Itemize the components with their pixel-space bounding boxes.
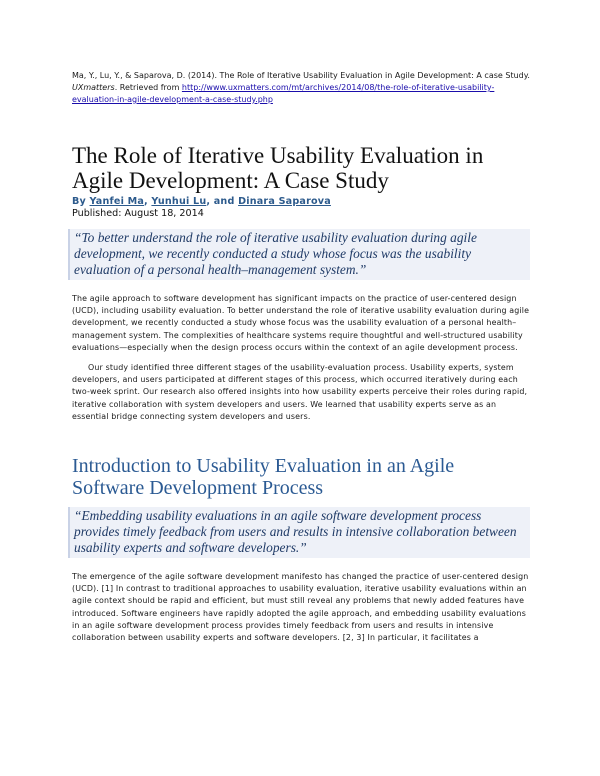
byline-separator: , and xyxy=(206,196,239,207)
citation-text: Ma, Y., Lu, Y., & Saparova, D. (2014). The Role of Iterative Usability Evaluation in Agile Development: A case Study. xyxy=(72,71,530,80)
citation xyxy=(72,70,530,106)
body-paragraph: Our study identified three different stages of the usability-evaluation process. Usability experts, system developers, and users participated at different stages of this process, which occurred iteratively during each two-week sprint. Our research also offered insights into how usability experts perceive their roles during rapid, iterative collaboration with system developers and users. We learned that usability experts serve as an essential bridge connecting system developers and users. xyxy=(72,363,528,421)
citation-retrieved: . Retrieved from xyxy=(114,83,182,92)
body-paragraph: The agile approach to software development has significant impacts on the practice of user-centered design (UCD), including usability evaluation. To better understand the role of iterative usability evaluation during agile development, we recently conducted a study whose focus was the usability evaluation of a personal health–management system. The complexities of healthcare systems require thoughtful and well-structured usability evaluations—especially when the design process occurs within the context of an agile development process. xyxy=(72,294,530,352)
author-link-yunhui-lu[interactable]: Yunhui Lu xyxy=(151,196,207,207)
byline-separator: , xyxy=(144,196,152,207)
section-heading: Introduction to Usability Evaluation in an Agile Software Development Process xyxy=(72,455,455,500)
article-title: The Role of Iterative Usability Evaluation in Agile Development: A Case Study xyxy=(72,143,484,193)
document-page xyxy=(72,70,530,644)
pull-quote: “Embedding usability evaluations in an agile software development process provides timely feedback from users and results in intensive collaboration between usability experts and software developers.” xyxy=(68,507,530,558)
published-date: Published: August 18, 2014 xyxy=(72,208,204,219)
body-paragraph: The emergence of the agile software development manifesto has changed the practice of user-centered design (UCD). [1] In contrast to traditional approaches to usability evaluation, iterative usability evaluations within an agile context should be rapid and efficient, but must still reveal any problems that newly added features have introduced. Software engineers have rapidly adopted the agile approach, and embedding usability evaluations in an agile software development process provides timely feedback from users and results in intensive collaboration between usability experts and software developers. [2, 3] In particular, it facilitates a xyxy=(72,572,529,643)
author-link-dinara-saparova[interactable]: Dinara Saparova xyxy=(238,196,331,207)
byline-prefix: By xyxy=(72,196,90,207)
pull-quote: “To better understand the role of iterative usability evaluation during agile development, we recently conducted a study whose focus was the usability evaluation of a personal health–management system.” xyxy=(68,229,530,280)
byline xyxy=(72,195,530,208)
author-link-yanfei-ma[interactable]: Yanfei Ma xyxy=(89,196,145,207)
citation-link[interactable]: http://www.uxmatters.com/mt/archives/2014/08/the-role-of-iterative-usability-evaluation-in-agile-development-a-case-study.php xyxy=(72,83,495,104)
citation-journal: UXmatters xyxy=(72,83,115,92)
